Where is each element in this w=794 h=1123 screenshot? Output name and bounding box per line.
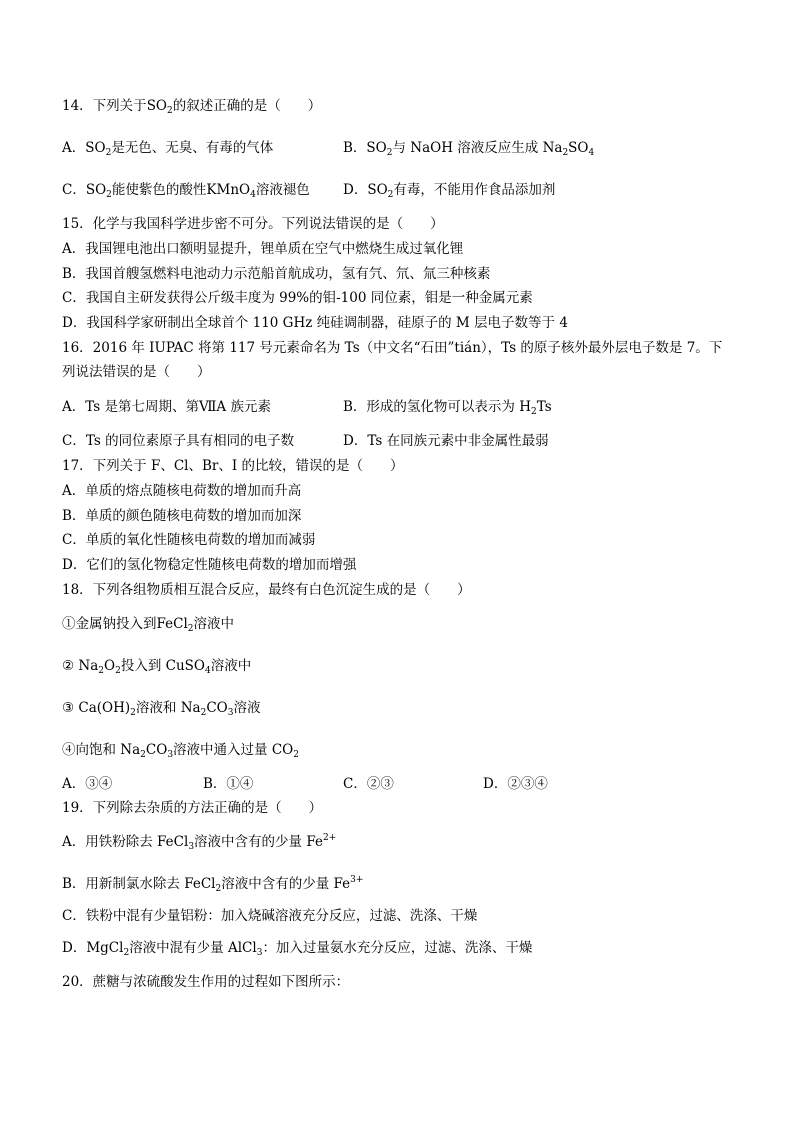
q19-option-d: D．MgCl$_2$溶液中混有少量 AlCl$_3$：加入过量氨水充分反应，过滤、洗涤、干燥 <box>62 940 533 958</box>
q19-option-a: A．用铁粉除去 FeCl$_3$溶液中含有的少量 $Fe^{2+}$ <box>62 833 337 852</box>
q17-option-a: A．单质的熔点随核电荷数的增加而升高 <box>62 483 302 499</box>
q19-option-c: C．铁粉中混有少量铝粉：加入烧碱溶液充分反应，过滤、洗涤、干燥 <box>62 908 478 924</box>
q17-option-c: C．单质的氧化性随核电荷数的增加而减弱 <box>62 532 316 548</box>
q14-option-b: B．$SO_2$与 NaOH 溶液反应生成 $Na_2SO_4$ <box>343 140 595 158</box>
q18-item-4: ④向饱和 $Na_2CO_3$溶液中通入过量 $CO_2$ <box>62 742 299 760</box>
q17-option-d: D．它们的氢化物稳定性随核电荷数的增加而增强 <box>62 557 357 573</box>
q18-option-d: D．②③④ <box>483 776 548 792</box>
q14-option-d: D．$SO_2$有毒，不能用作食品添加剂 <box>343 182 556 200</box>
q14-option-c: C．$SO_2$能使紫色的酸性KMnO$_4$溶液褪色 <box>62 182 310 200</box>
q19-stem: 19．下列除去杂质的方法正确的是（ ） <box>62 800 323 816</box>
q15-option-d: D．我国科学家研制出全球首个 110 GHz 纯硅调制器，硅原子的 M 层电子数等于 4 <box>62 315 568 331</box>
q15-option-b: B．我国首艘氢燃料电池动力示范船首航成功，氢有氕、氘、氚三种核素 <box>62 266 491 282</box>
q18-item-1: ①金属钠投入到FeCl$_2$溶液中 <box>62 616 234 634</box>
q16-stem-line2: 列说法错误的是（ ） <box>62 364 211 380</box>
q15-option-c: C．我国自主研发获得公斤级丰度为 99%的钼-100 同位素，钼是一种金属元素 <box>62 290 533 306</box>
q17-option-b: B．单质的颜色随核电荷数的增加而加深 <box>62 508 302 524</box>
q16-option-c: C．Ts 的同位素原子具有相同的电子数 <box>62 433 295 449</box>
q15-stem: 15．化学与我国科学进步密不可分。下列说法错误的是（ ） <box>62 216 444 232</box>
q19-option-b: B．用新制氯水除去 FeCl$_2$溶液中含有的少量 $Fe^{3+}$ <box>62 875 364 894</box>
q16-option-a: A．Ts 是第七周期、第ⅦA 族元素 <box>62 399 271 415</box>
q14-option-a: A．$SO_2$是无色、无臭、有毒的气体 <box>62 140 274 158</box>
q20-stem: 20．蔗糖与浓硫酸发生作用的过程如下图所示： <box>62 974 350 990</box>
q18-item-2: ② $Na_2O_2$投入到 CuSO$_4$溶液中 <box>62 658 252 676</box>
q16-stem-line1: 16．2016 年 IUPAC 将第 117 号元素命名为 Ts（中文名“石田”tián），Ts 的原子核外最外层电子数是 7。下 <box>62 340 723 356</box>
q18-stem: 18．下列各组物质相互混合反应，最终有白色沉淀生成的是（ ） <box>62 582 471 598</box>
q14-stem: 14．下列关于$SO_2$的叙述正确的是（ ） <box>62 98 322 116</box>
q16-option-d: D．Ts 在同族元素中非金属性最弱 <box>343 433 549 449</box>
q17-stem: 17．下列关于 F、Cl、Br、I 的比较，错误的是（ ） <box>62 458 404 474</box>
q18-option-c: C．②③ <box>343 776 394 792</box>
q15-option-a: A．我国锂电池出口额明显提升，锂单质在空气中燃烧生成过氧化锂 <box>62 241 464 257</box>
q18-option-a: A．③④ <box>62 776 113 792</box>
q18-option-b: B．①④ <box>203 776 254 792</box>
q16-option-b: B．形成的氢化物可以表示为 $H_2Ts$ <box>343 399 552 417</box>
q18-item-3: ③ $Ca(OH)_2$溶液和 $Na_2CO_3$溶液 <box>62 700 261 718</box>
